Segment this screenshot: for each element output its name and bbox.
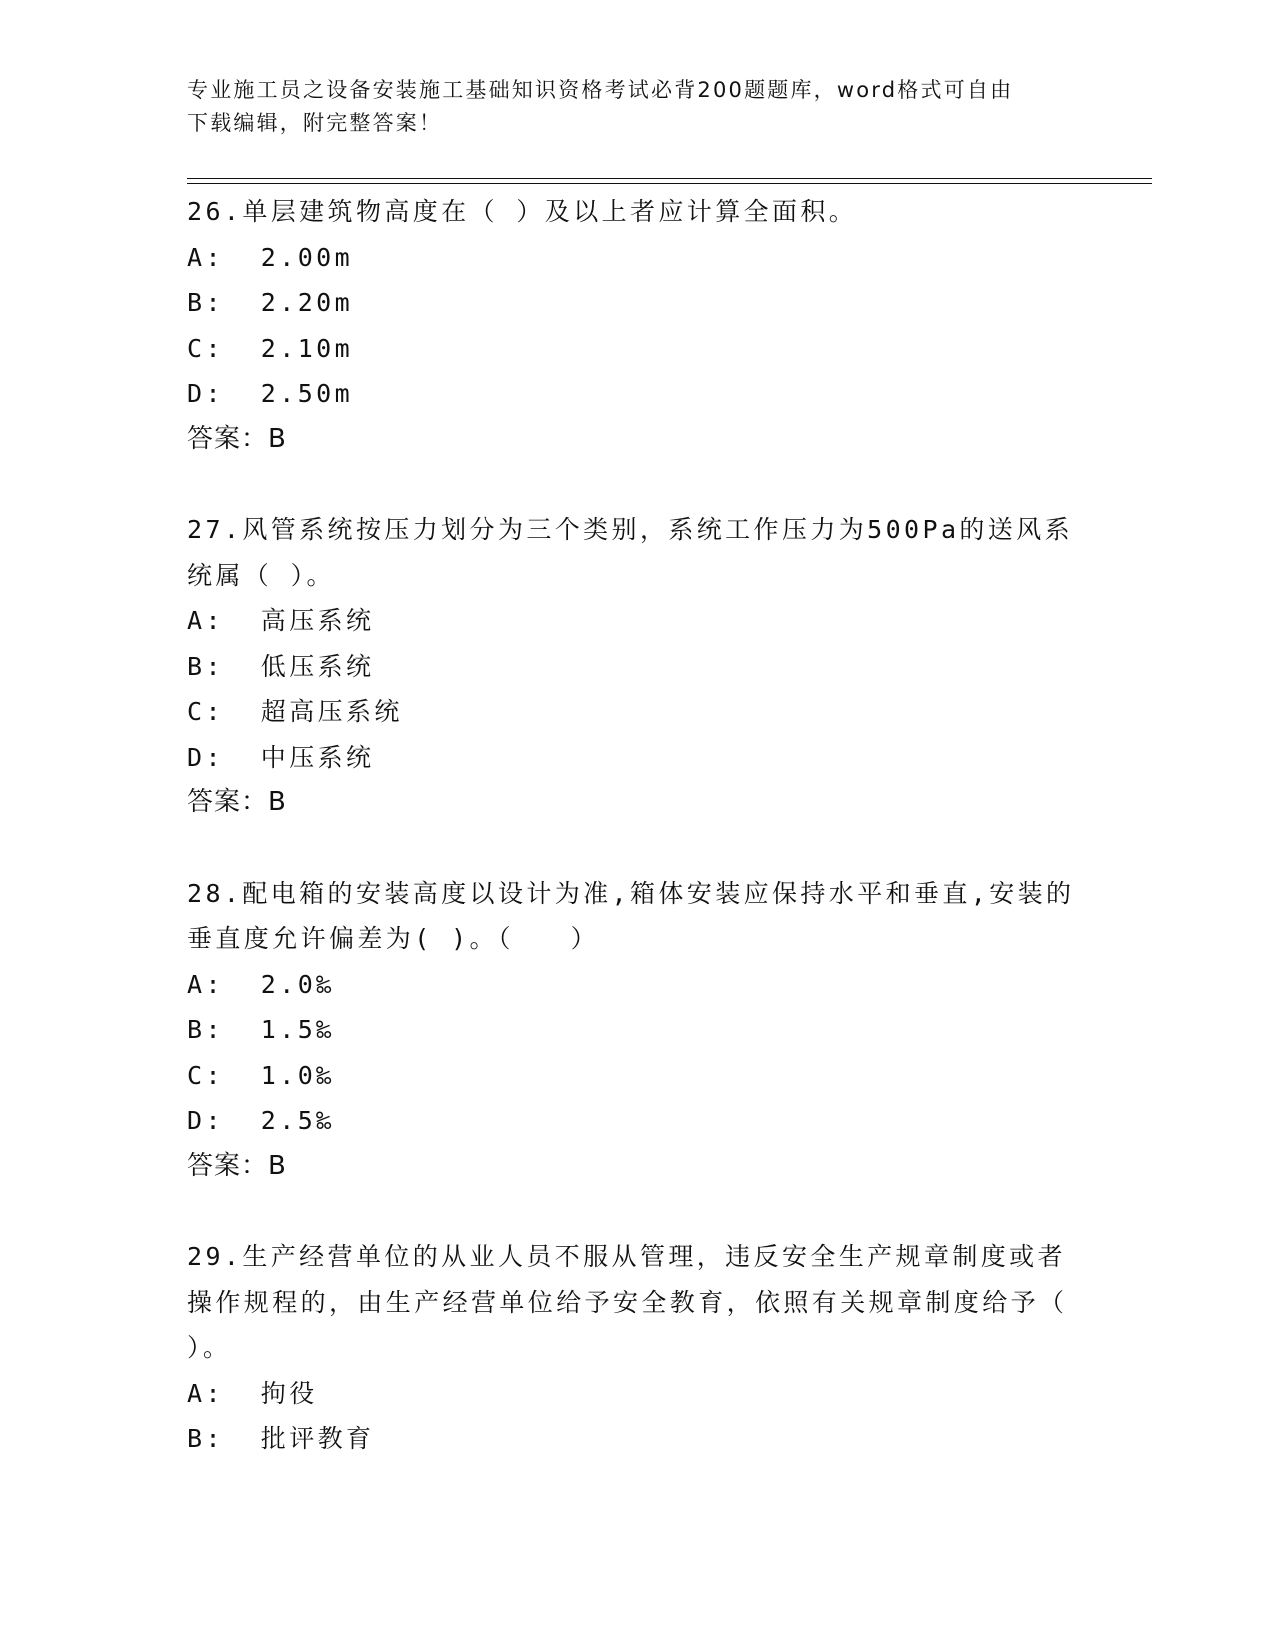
option-a: A: 拘役 bbox=[187, 1378, 318, 1408]
option-a: A: 高压系统 bbox=[187, 606, 375, 635]
option-c: C: 1.0‰ bbox=[187, 1060, 335, 1090]
question-list bbox=[187, 189, 1087, 1507]
option-c: C: 超高压系统 bbox=[187, 697, 403, 726]
question-text: 27.风管系统按压力划分为三个类别，系统工作压力为500Pa的送风系统属（ ）。 bbox=[187, 515, 1074, 590]
question-29 bbox=[187, 1234, 1087, 1462]
option-b: B: 批评教育 bbox=[187, 1424, 375, 1453]
answer-text: 答案：B bbox=[187, 787, 287, 817]
option-b: B: 2.20m bbox=[187, 288, 354, 317]
document-header: 专业施工员之设备安装施工基础知识资格考试必背200题题库，word格式可自由 下载编辑，附完整答案！ bbox=[187, 78, 1014, 135]
answer-text: 答案：B bbox=[187, 423, 287, 454]
option-d: D: 中压系统 bbox=[187, 742, 375, 772]
option-b: B: 1.5‰ bbox=[187, 1015, 335, 1044]
option-a: A: 2.00m bbox=[187, 242, 354, 272]
question-text: 28.配电箱的安装高度以设计为准,箱体安装应保持水平和垂直,安装的垂直度允许偏差为( )。（ ） bbox=[187, 878, 1075, 953]
header-divider-top bbox=[187, 178, 1152, 179]
question-28 bbox=[187, 871, 1087, 1190]
option-d: D: 2.5‰ bbox=[187, 1106, 335, 1135]
question-26 bbox=[187, 189, 1087, 462]
question-27 bbox=[187, 507, 1087, 826]
question-text: 29.生产经营单位的从业人员不服从管理，违反安全生产规章制度或者操作规程的，由生产经营单位给予安全教育，依照有关规章制度给予（ ）。 bbox=[187, 1242, 1068, 1362]
option-a: A: 2.0‰ bbox=[187, 969, 335, 999]
option-c: C: 2.10m bbox=[187, 333, 354, 363]
answer-text: 答案：B bbox=[187, 1150, 287, 1181]
option-d: D: 2.50m bbox=[187, 379, 354, 408]
header-divider-bottom bbox=[187, 183, 1152, 184]
option-b: B: 低压系统 bbox=[187, 651, 375, 681]
question-text: 26.单层建筑物高度在（ ）及以上者应计算全面积。 bbox=[187, 197, 858, 226]
